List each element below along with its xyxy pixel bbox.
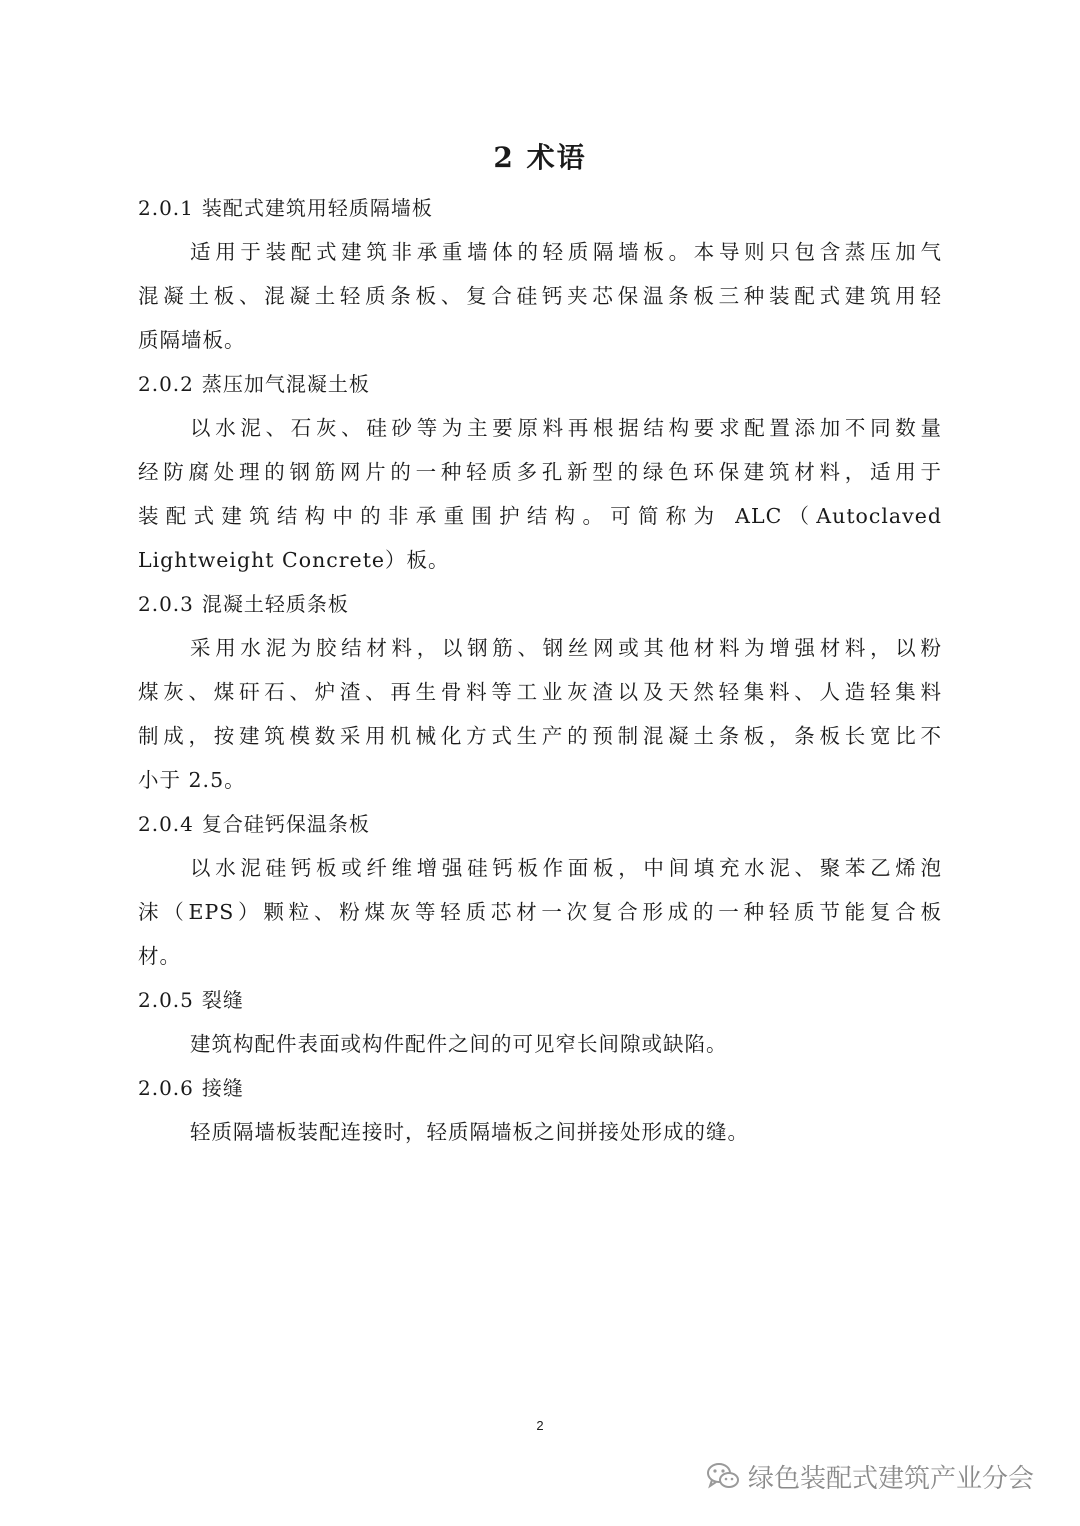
term-number: 2.0.4	[138, 812, 194, 836]
definition-line: 以水泥、石灰、硅砂等为主要原料再根据结构要求配置添加不同数量	[190, 416, 942, 440]
definition-line: 沫（EPS）颗粒、粉煤灰等轻质芯材一次复合形成的一种轻质节能复合板	[138, 900, 942, 924]
definition-line: 轻质隔墙板装配连接时，轻质隔墙板之间拼接处形成的缝。	[190, 1120, 749, 1144]
term-heading	[138, 186, 942, 230]
definition-line: 建筑构配件表面或构件配件之间的可见窄长间隙或缺陷。	[190, 1032, 728, 1056]
term-section	[138, 1066, 942, 1154]
definition-line: Lightweight Concrete）板。	[138, 548, 450, 572]
term-definition	[138, 1022, 942, 1066]
page-number: 2	[536, 1418, 544, 1433]
term-section	[138, 582, 942, 802]
watermark-text: 绿色装配式建筑产业分会	[748, 1463, 1035, 1494]
term-definition	[138, 626, 942, 802]
definition-line: 质隔墙板。	[138, 328, 246, 352]
term-number: 2.0.2	[138, 372, 194, 396]
term-definition	[138, 406, 942, 582]
term-name: 蒸压加气混凝土板	[201, 372, 370, 396]
terms-content	[138, 186, 942, 1154]
term-heading	[138, 802, 942, 846]
definition-line: 材。	[138, 944, 181, 968]
term-name: 裂缝	[201, 988, 244, 1012]
term-section	[138, 978, 942, 1066]
term-definition	[138, 1110, 942, 1154]
definition-line: 采用水泥为胶结材料，以钢筋、钢丝网或其他材料为增强材料，以粉	[190, 636, 942, 660]
term-section	[138, 186, 942, 362]
definition-line: 小于 2.5。	[138, 768, 246, 792]
definition-line: 装配式建筑结构中的非承重围护结构。可简称为 ALC（Autoclaved	[138, 504, 942, 528]
term-number: 2.0.5	[138, 988, 194, 1012]
term-heading	[138, 1066, 942, 1110]
term-definition	[138, 846, 942, 978]
term-heading	[138, 978, 942, 1022]
term-heading	[138, 362, 942, 406]
term-heading	[138, 582, 942, 626]
definition-line: 以水泥硅钙板或纤维增强硅钙板作面板，中间填充水泥、聚苯乙烯泡	[190, 856, 942, 880]
watermark	[706, 1452, 1034, 1500]
definition-line: 制成，按建筑模数采用机械化方式生产的预制混凝土条板，条板长宽比不	[138, 724, 942, 748]
term-section	[138, 362, 942, 582]
term-name: 混凝土轻质条板	[201, 592, 349, 616]
term-name: 复合硅钙保温条板	[201, 812, 370, 836]
term-definition	[138, 230, 942, 362]
definition-line: 混凝土板、混凝土轻质条板、复合硅钙夹芯保温条板三种装配式建筑用轻	[138, 284, 942, 308]
term-section	[138, 802, 942, 978]
definition-line: 煤灰、煤矸石、炉渣、再生骨料等工业灰渣以及天然轻集料、人造轻集料	[138, 680, 942, 704]
term-number: 2.0.3	[138, 592, 194, 616]
wechat-icon	[706, 1461, 740, 1491]
term-number: 2.0.6	[138, 1076, 194, 1100]
definition-line: 适用于装配式建筑非承重墙体的轻质隔墙板。本导则只包含蒸压加气	[190, 240, 942, 264]
term-name: 接缝	[201, 1076, 244, 1100]
term-name: 装配式建筑用轻质隔墙板	[201, 196, 433, 220]
definition-line: 经防腐处理的钢筋网片的一种轻质多孔新型的绿色环保建筑材料，适用于	[138, 460, 942, 484]
page-title: 2 术语	[493, 141, 587, 174]
term-number: 2.0.1	[138, 196, 194, 220]
